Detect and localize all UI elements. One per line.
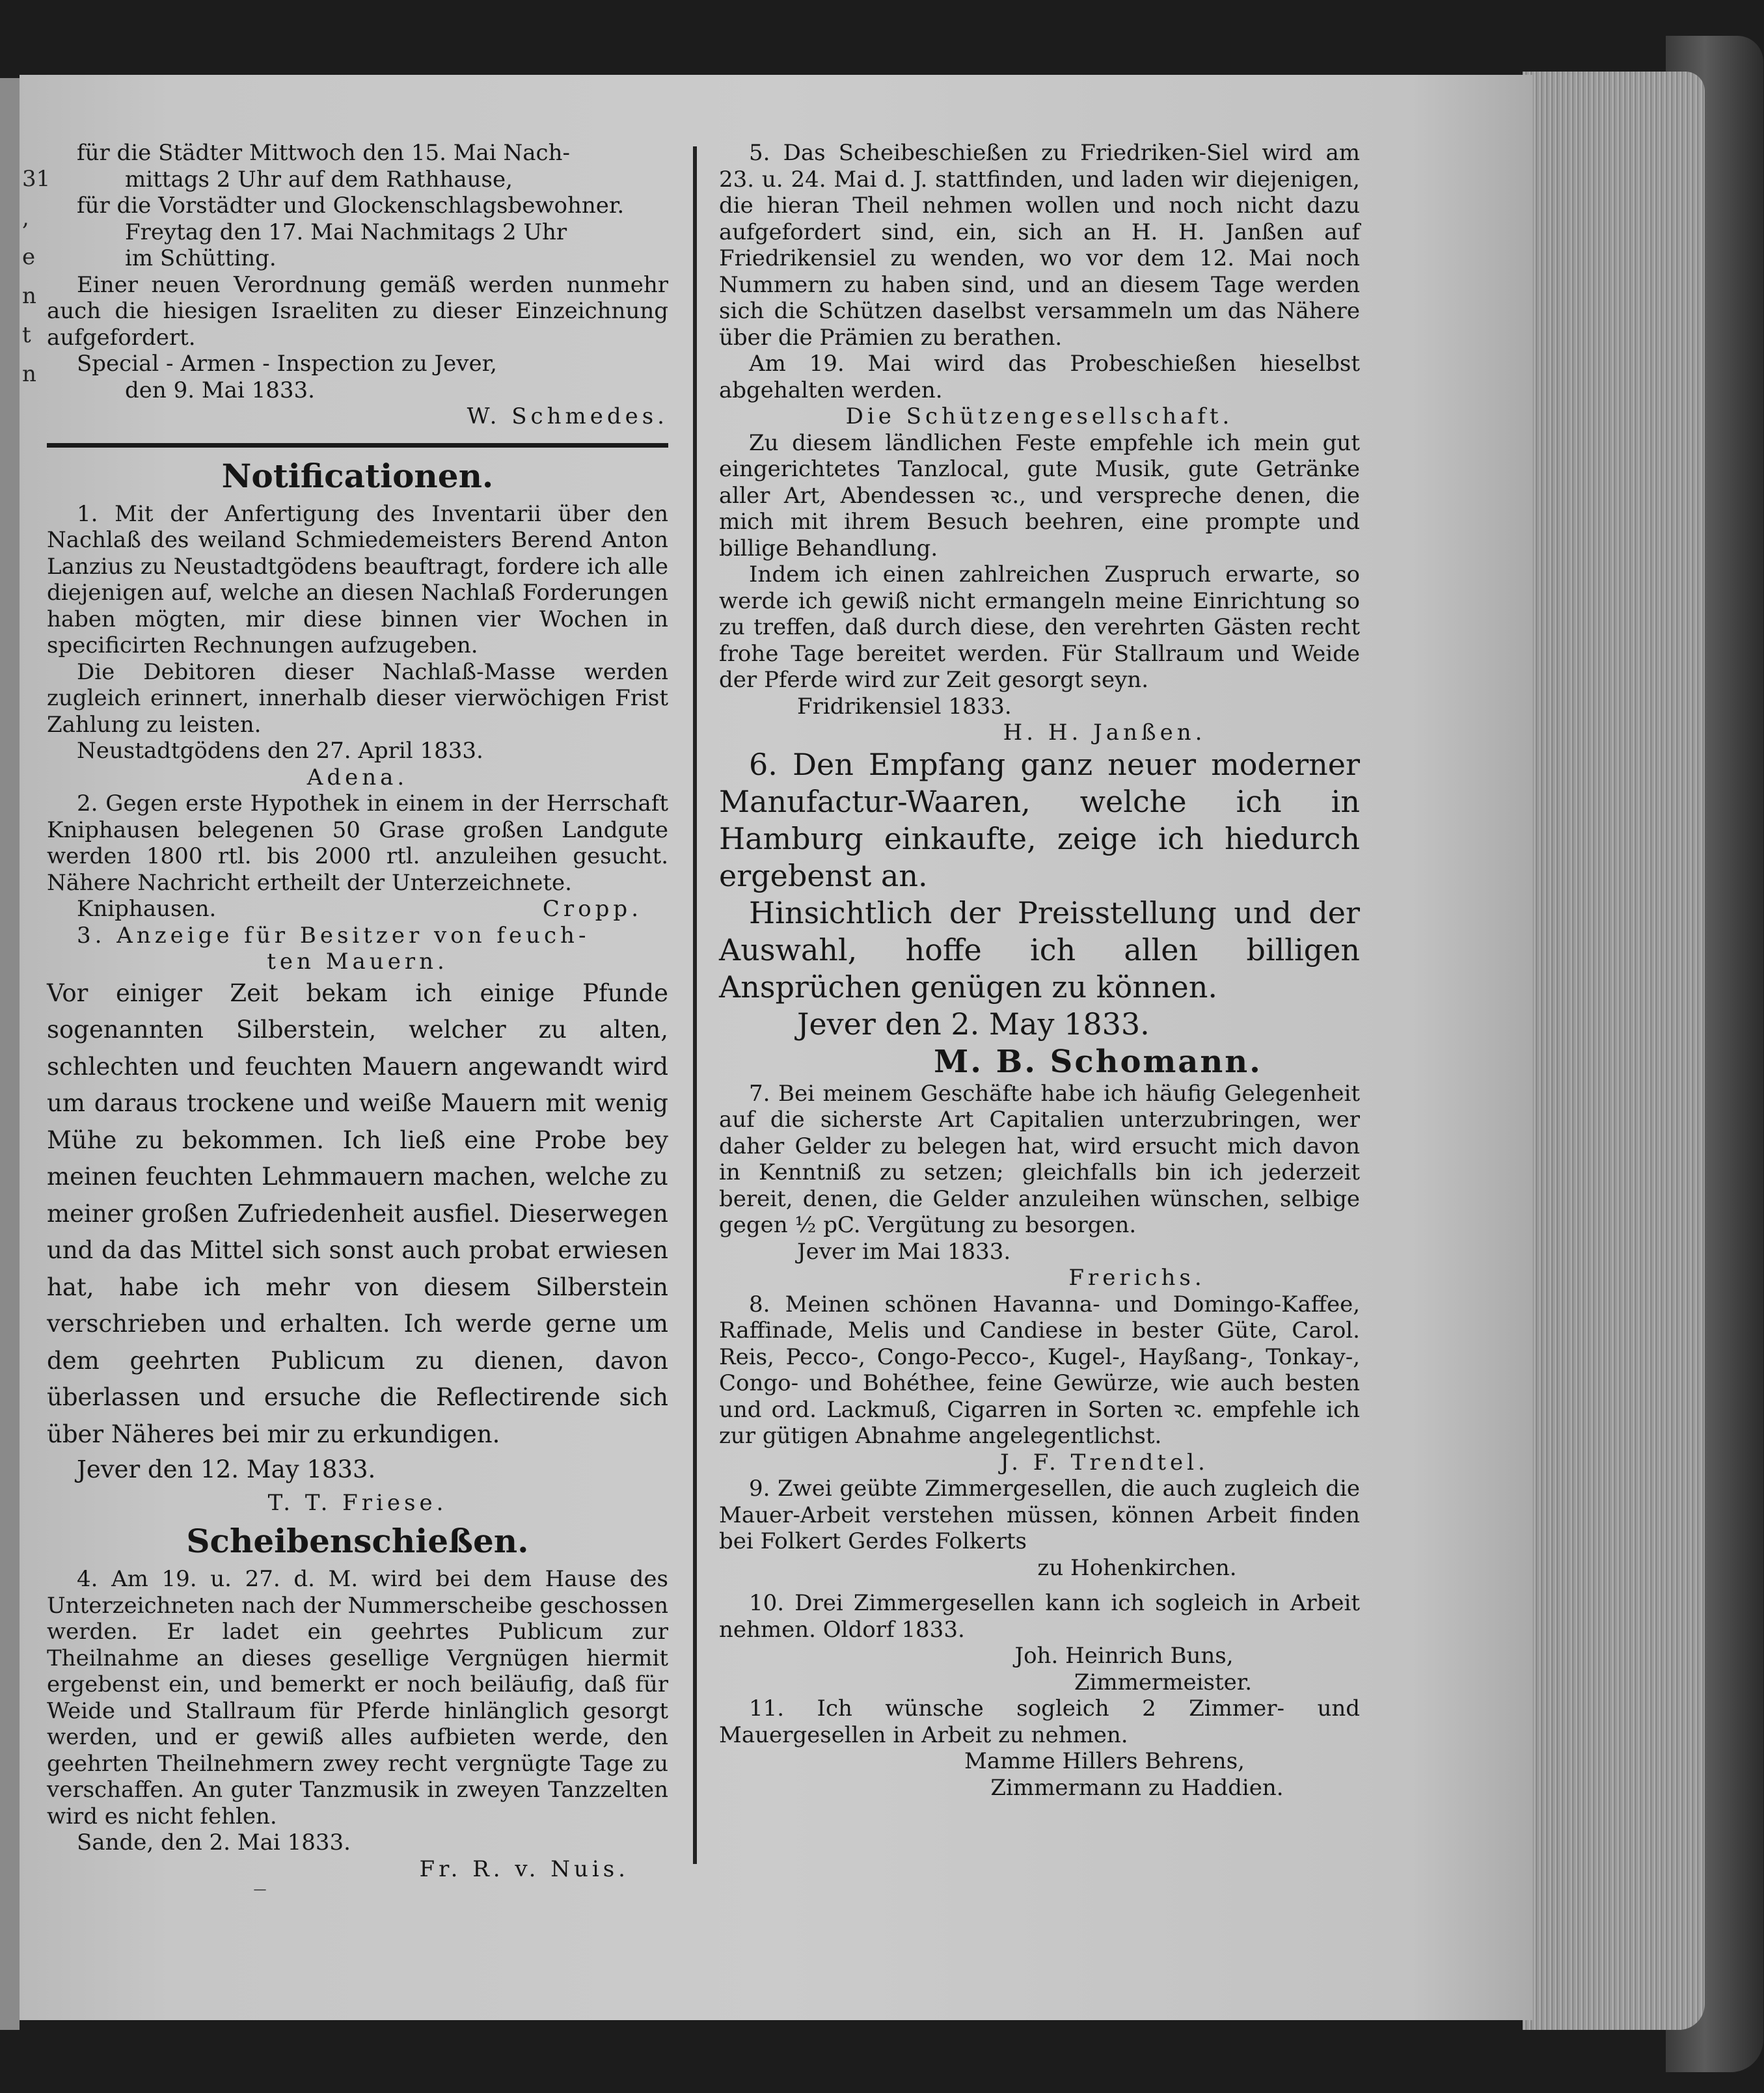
notice-2-footer (47, 896, 668, 923)
notice-5-signature: Die Schützengesellschaft. (845, 403, 1234, 429)
notice-2-place: Kniphausen. (77, 896, 217, 922)
column-divider (693, 146, 697, 1864)
notice-11-signature: Zimmermann zu Haddien. (990, 1774, 1284, 1801)
intro-signature-office: Special - Armen - Inspection zu Jever, (77, 351, 497, 377)
right-column (719, 140, 1360, 1801)
notice-5-date: Fridrikensiel 1833. (797, 693, 1012, 720)
intro-paragraph: Einer neuen Verordnung gemäß werden nunmehr auch die hiesigen Israeliten zu dieser Einzeichnung aufgefordert. (47, 271, 668, 351)
notice-1-text: Die Debitoren dieser Nachlaß-Masse werden zugleich erinnert, innerhalb dieser vierwöchigen Frist Zahlung zu leisten. (47, 658, 668, 738)
notice-2-signature: Cropp. (542, 896, 642, 922)
notice-11-signature: Mamme Hillers Behrens, (964, 1748, 1245, 1774)
section-heading-2: Scheibenschießen. (186, 1522, 529, 1560)
notice-10-text: 10. Drei Zimmergesellen kann ich sogleich in Arbeit nehmen. Oldorf 1833. (719, 1590, 1360, 1643)
notice-3-date: Jever den 12. May 1833. (77, 1455, 376, 1483)
notice-1-date: Neustadtgödens den 27. April 1833. (77, 738, 483, 764)
section-heading: Notificationen. (221, 456, 494, 495)
notice-6-text: Hinsichtlich der Preisstellung und der Auswahl, hoffe ich allen billigen Ansprüchen genügen zu können. (719, 895, 1360, 1005)
intro-signature-date: den 9. Mai 1833. (125, 377, 315, 403)
notice-7-signature: Frerichs. (1068, 1265, 1206, 1291)
footer-mark: — (253, 1881, 267, 1897)
intro-line: für die Vorstädter und Glockenschlagsbewohner. (77, 193, 625, 219)
notice-3-title: 3. Anzeige für Besitzer von feuch- (77, 922, 590, 949)
book-page-edges (1523, 72, 1705, 2030)
notice-3-text: Vor einiger Zeit bekam ich einige Pfunde sogenannten Silberstein, welcher zu alten, schlechten und feuchten Mauern angewandt wird um daraus trockene und weiße Mauern mit wenig Mühe zu bekommen. Ich ließ eine Probe bey meinen feuchten Lehmmauern machen, welche zu meiner großen Zufriedenheit ausfiel. Dieserwegen und da das Mittel sich sonst auch probat erwiesen hat, habe ich mehr von diesem Silberstein verschrieben und erhalten. Ich werde gerne um dem geehrten Publicum zu dienen, davon überlassen und ersuche die Reflectirende sich über Näheres bei mir zu erkundigen. (47, 979, 668, 1448)
notice-4-text: 4. Am 19. u. 27. d. M. wird bei dem Hause des Unterzeichneten nach der Nummerscheibe geschossen werden. Er ladet ein geehrtes Publicum zur Theilnahme an dieses gesellige Vergnügen hiermit ergebenst ein, und bemerkt er noch beiläufig, daß für Weide und Stallraum für Pferde hinlänglich gesorgt werden, und er gewiß alles aufbieten werde, den geehrten Theilnehmern zwey recht vergnügte Tage zu verschaffen. An guter Tanzmusik in zweyen Tanzzelten wird es nicht fehlen. (47, 1566, 668, 1830)
notice-1-signature: Adena. (306, 764, 409, 790)
notice-4-date: Sande, den 2. Mai 1833. (77, 1830, 351, 1856)
notice-6-text: 6. Den Empfang ganz neuer moderner Manufactur-Waaren, welche ich in Hamburg einkaufte, zeige ich hiedurch ergebenst an. (719, 746, 1360, 893)
notice-6-signature: M. B. Schomann. (934, 1043, 1262, 1080)
notice-9-signature: zu Hohenkirchen. (1037, 1554, 1237, 1581)
intro-line: mittags 2 Uhr auf dem Rathhause, (125, 166, 513, 193)
notice-5-signature-2: H. H. Janßen. (1003, 720, 1206, 746)
facing-page-edge (0, 78, 20, 2030)
notice-7-text: 7. Bei meinem Geschäfte habe ich häufig Gelegenheit auf die sicherste Art Capitalien unterzubringen, wer daher Gelder zu belegen hat, wird ersucht mich davon in Kenntniß zu setzen; gleichfalls bin ich jederzeit bereit, denen, die Gelder anzuleihen wünschen, selbige gegen ½ pC. Vergütung zu besorgen. (719, 1080, 1360, 1238)
notice-3-title: ten Mauern. (267, 949, 448, 975)
notice-3-signature: T. T. Friese. (267, 1490, 448, 1516)
notice-10-signature: Joh. Heinrich Buns, (1014, 1643, 1234, 1669)
notice-1-text: 1. Mit der Anfertigung des Inventarii über den Nachlaß des weiland Schmiedemeisters Berend Anton Lanzius zu Neustadtgödens beauftragt, fordere ich alle diejenigen auf, welche an diesen Nachlaß Forderungen haben mögten, mir diese binnen vier Wochen in specificirten Rechnungen aufzugeben. (47, 500, 668, 658)
notice-9-text: 9. Zwei geübte Zimmergesellen, die auch zugleich die Mauer-Arbeit verstehen müssen, können Arbeit finden bei Folkert Gerdes Folkerts (719, 1476, 1360, 1554)
intro-line: für die Städter Mittwoch den 15. Mai Nach- (77, 140, 570, 166)
margin-marks: 31 , e n t n (22, 166, 51, 387)
notice-5-text: Zu diesem ländlichen Feste empfehle ich mein gut eingerichtetes Tanzlocal, gute Musik, gute Getränke aller Art, Abendessen ꝛc., und verspreche denen, die mich mit ihrem Besuch beehren, eine prompte und billige Behandlung. (719, 429, 1360, 561)
notice-4-signature: Fr. R. v. Nuis. (419, 1856, 629, 1882)
notice-8-signature: J. F. Trendtel. (1000, 1449, 1209, 1476)
intro-signature-name: W. Schmedes. (467, 403, 668, 429)
left-column (47, 140, 668, 1895)
section-rule (47, 443, 668, 448)
notice-6-date: Jever den 2. May 1833. (797, 1006, 1150, 1042)
notice-5-text: Am 19. Mai wird das Probeschießen hieselbst abgehalten werden. (719, 351, 1360, 403)
notice-5-text: Indem ich einen zahlreichen Zuspruch erwarte, so werde ich gewiß nicht ermangeln meine Einrichtung so zu treffen, daß durch diese, den verehrten Gästen recht frohe Tage bereitet werden. Für Stallraum und Weide der Pferde wird zur Zeit gesorgt seyn. (719, 561, 1360, 693)
intro-line: Freytag den 17. Mai Nachmitags 2 Uhr (125, 219, 567, 245)
notice-11-text: 11. Ich wünsche sogleich 2 Zimmer- und Mauergesellen in Arbeit zu nehmen. (719, 1695, 1360, 1748)
intro-line: im Schütting. (125, 245, 277, 271)
notice-10-signature: Zimmermeister. (1074, 1669, 1253, 1695)
notice-5-text: 5. Das Scheibeschießen zu Friedriken-Siel wird am 23. u. 24. Mai d. J. stattfinden, und laden wir diejenigen, die hieran Theil nehmen wollen und noch nicht dazu aufgefordert sind, ein, sich an H. H. Janßen auf Friedrikensiel zu wenden, wo vor dem 12. Mai noch Nummern zu haben sind, und an diesem Tage werden sich die Schützen daselbst versammeln um das Nähere über die Prämien zu berathen. (719, 140, 1360, 351)
notice-2-text: 2. Gegen erste Hypothek in einem in der Herrschaft Kniphausen belegenen 50 Grase großen Landgute werden 1800 rtl. bis 2000 rtl. anzuleihen gesucht. Nähere Nachricht ertheilt der Unterzeichnete. (47, 790, 668, 896)
notice-8-text: 8. Meinen schönen Havanna- und Domingo-Kaffee, Raffinade, Melis und Candiese in bester Güte, Carol. Reis, Pecco-, Congo-Pecco-, Kugel-, Hayßang-, Tonkay-, Congo- und Bohéthee, feine Gewürze, wie auch besten und ord. Lackmuß, Cigarren in Sorten ꝛc. empfehle ich zur gütigen Abnahme angelegentlichst. (719, 1291, 1360, 1449)
notice-7-date: Jever im Mai 1833. (797, 1238, 1011, 1265)
